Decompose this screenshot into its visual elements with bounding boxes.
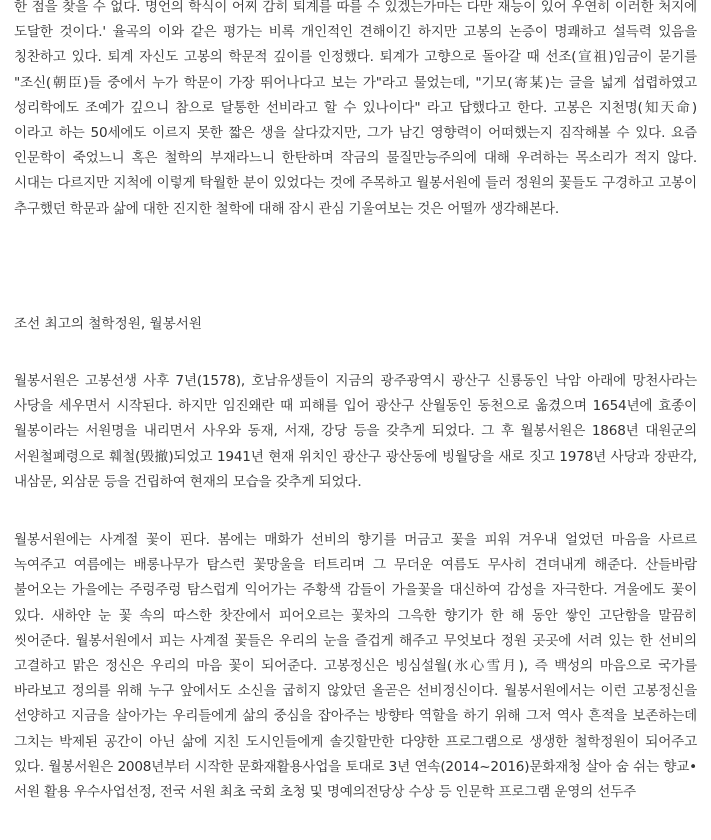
article-paragraph-3: 월봉서원에는 사계절 꽃이 핀다. 봄에는 매화가 선비의 향기를 머금고 꽃을 피워 겨우내 얼었던 마음을 사르르 녹여주고 여름에는 배롱나무가 탐스런 꽃망울을 터트리며 그 무더운 여름도 무사히 견뎌내게 해준다. 산들바람 불어오는 가을에는 주렁주렁 탐스럽게 익어가는 주황색 감들이 가을꽃을 대신하여 감성을 자극한다. 겨울에도 꽃이 있다. 새하얀 눈 꽃 속의 따스한 찻잔에서 피어오르는 꽃차의 그윽한 향기가 한 해 동안 쌓인 고단함을 말끔히 씻어준다. 월봉서원에서 피는 사계절 꽃들은 우리의 눈을 즐겁게 해주고 무엇보다 정원 곳곳에 서려 있는 한 선비의 고결하고 맑은 정신은 우리의 마음 꽃이 되어준다. 고봉정신은 빙심설월(氷心雪月), 즉 백성의 마음으로 국가를 바라보고 정의를 위해 누구 앞에서도 소신을 굽히지 않았던 올곧은 선비정신이다. 월봉서원에서는 이런 고봉정신을 선양하고 지금을 살아가는 우리들에게 삶의 중심을 잡아주는 방향타 역할을 하기 위해 그저 역사 흔적을 보존하는데 그치는 박제된 공간이 아닌 삶에 지친 도시인들에게 솔깃할만한 다양한 프로그램으로 생생한 철학정원이 되어주고 있다. 월봉서원은 2008년부터 시작한 문화재활용사업을 토대로 3년 연속(2014~2016)문화재청 살아 숨 쉬는 향교•서원 활용 우수사업선정, 전국 서원 최초 국회 초청 및 명예의전당상 수상 등 인문학 프로그램 운영의 선두주 [14, 532, 697, 801]
article-paragraph-2: 월봉서원은 고봉선생 사후 7년(1578), 호남유생들이 지금의 광주광역시 광산구 신룡동인 낙암 아래에 망천사라는 사당을 세우면서 시작된다. 하지만 임진왜란 때 피해를 입어 광산구 산월동인 동천으로 옮겼으며 1654년에 효종이 월봉이라는 서원명을 내리면서 사우와 동재, 서재, 강당 등을 갖추게 되었다. 그 후 월봉서원은 1868년 대원군의 서원철폐령으로 훼철(毁撤)되었고 1941년 현재 위치인 광산구 광산동에 빙월당을 새로 짓고 1978년 사당과 장판각, 내삼문, 외삼문 등을 건립하여 현재의 모습을 갖추게 되었다. [14, 373, 697, 490]
section-heading: 조선 최고의 철학정원, 월봉서원 [14, 316, 202, 332]
article-paragraph-1: 한 점을 찾을 수 없다. 명언의 학식이 어찌 감히 퇴계를 따를 수 있겠는가마는 다만 재능이 있어 우연히 이러한 처지에 도달한 것이다.' 율곡의 이와 같은 평가는 비록 개인적인 견해이긴 하지만 고봉의 논증이 명쾌하고 설득력 있음을 칭찬하고 있다. 퇴계 자신도 고봉의 학문적 깊이를 인정했다. 퇴계가 고향으로 돌아갈 때 선조(宣祖)임금이 묻기를 "조신(朝臣)들 중에서 누가 학문이 가장 뛰어나다고 보는 가"라고 물었는데, "기모(寄某)는 글을 넓게 섭렵하였고 성리학에도 조예가 깊으니 참으로 달통한 선비라고 할 수 있나이다" 라고 답했다고 한다. 고봉은 지천명(知天命)이라고 하는 50세에도 이르지 못한 짧은 생을 살다갔지만, 그가 남긴 영향력이 어떠했는지 짐작해볼 수 있다. 요즘 인문학이 죽었느니 혹은 철학의 부재라느니 한탄하며 작금의 물질만능주의에 대해 우려하는 목소리가 적지 않다. 시대는 다르지만 지척에 이렇게 탁월한 분이 있었다는 것에 주목하고 월봉서원에 들러 정원의 꽃들도 구경하고 고봉이 추구했던 학문과 삶에 대한 진지한 철학에 대해 잠시 관심 기울여보는 것은 어떨까 생각해본다. [14, 0, 697, 217]
